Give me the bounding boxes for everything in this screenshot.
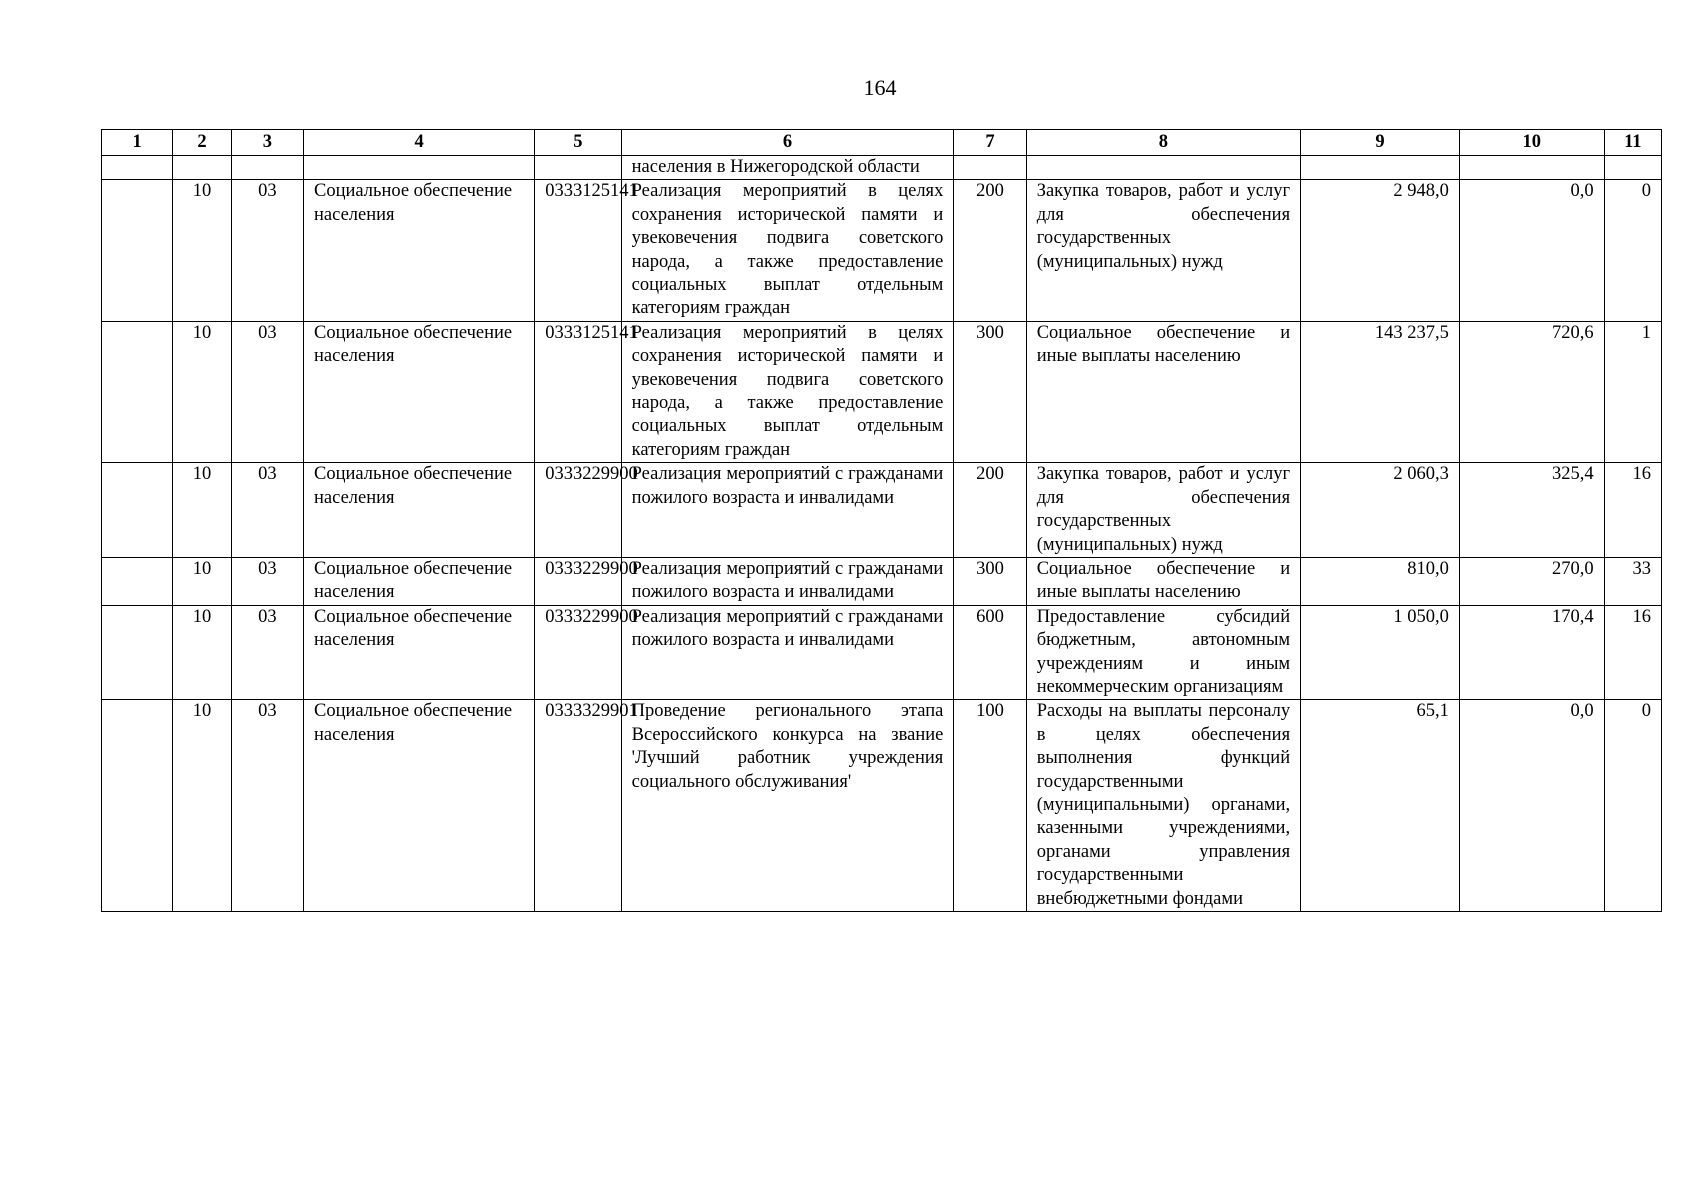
cell-amount-11: 33 bbox=[1604, 557, 1661, 605]
cell-expense-name: Расходы на выплаты персоналу в целях обеспечения выполнения функций государственными (муниципальными) органами, казенными учреждениями, органами управления государственными внебюджетными фондами bbox=[1026, 700, 1300, 912]
cell-target-code: 0333229900 bbox=[535, 605, 621, 700]
cell-expense-type: 300 bbox=[954, 557, 1026, 605]
column-header-3: 3 bbox=[231, 130, 303, 156]
cell-amount-10: 270,0 bbox=[1459, 557, 1604, 605]
cell-expense-type: 100 bbox=[954, 700, 1026, 912]
cell-amount-11: 16 bbox=[1604, 605, 1661, 700]
table-row bbox=[102, 605, 1662, 700]
cell-expense-name: Предоставление субсидий бюджетным, автономным учреждениям и иным некоммерческим организациям bbox=[1026, 605, 1300, 700]
cell-amount-10: 0,0 bbox=[1459, 180, 1604, 321]
cell-activity-name: Реализация мероприятий в целях сохранения исторической памяти и увековечения подвига советского народа, а также предоставление социальных выплат отдельным категориям граждан bbox=[621, 321, 954, 462]
cell-section: 10 bbox=[173, 605, 231, 700]
cell-c1 bbox=[102, 321, 173, 462]
cell-section: 10 bbox=[173, 557, 231, 605]
cell-c1 bbox=[102, 156, 173, 180]
cell-target-code: 0333229900 bbox=[535, 463, 621, 558]
table-body bbox=[102, 156, 1662, 912]
cell-section bbox=[173, 156, 231, 180]
cell-subsection: 03 bbox=[231, 557, 303, 605]
cell-subsection: 03 bbox=[231, 605, 303, 700]
cell-section-name: Социальное обеспечение населения bbox=[304, 700, 535, 912]
cell-target-code: 0333125141 bbox=[535, 180, 621, 321]
cell-section-name: Социальное обеспечение населения bbox=[304, 605, 535, 700]
cell-amount-9: 1 050,0 bbox=[1301, 605, 1460, 700]
header-row bbox=[102, 130, 1662, 156]
cell-target-code: 0333229900 bbox=[535, 557, 621, 605]
cell-amount-11: 0 bbox=[1604, 180, 1661, 321]
cell-activity-name: Реализация мероприятий с гражданами пожилого возраста и инвалидами bbox=[621, 463, 954, 558]
table-row bbox=[102, 321, 1662, 462]
cell-subsection: 03 bbox=[231, 463, 303, 558]
cell-subsection: 03 bbox=[231, 180, 303, 321]
cell-expense-type: 600 bbox=[954, 605, 1026, 700]
column-header-7: 7 bbox=[954, 130, 1026, 156]
cell-c1 bbox=[102, 700, 173, 912]
column-header-1: 1 bbox=[102, 130, 173, 156]
budget-table bbox=[101, 129, 1662, 912]
cell-activity-name: Проведение регионального этапа Всероссийского конкурса на звание 'Лучший работник учреждения социального обслуживания' bbox=[621, 700, 954, 912]
column-header-6: 6 bbox=[621, 130, 954, 156]
cell-amount-11: 1 bbox=[1604, 321, 1661, 462]
table-row bbox=[102, 463, 1662, 558]
cell-amount-9: 143 237,5 bbox=[1301, 321, 1460, 462]
cell-amount-11 bbox=[1604, 156, 1661, 180]
cell-expense-type: 200 bbox=[954, 463, 1026, 558]
cell-amount-9: 65,1 bbox=[1301, 700, 1460, 912]
column-header-4: 4 bbox=[304, 130, 535, 156]
cell-c1 bbox=[102, 180, 173, 321]
cell-expense-type bbox=[954, 156, 1026, 180]
column-header-10: 10 bbox=[1459, 130, 1604, 156]
cell-section-name: Социальное обеспечение населения bbox=[304, 463, 535, 558]
table-row bbox=[102, 700, 1662, 912]
cell-expense-name: Социальное обеспечение и иные выплаты населению bbox=[1026, 321, 1300, 462]
table-row bbox=[102, 156, 1662, 180]
cell-amount-9: 2 948,0 bbox=[1301, 180, 1460, 321]
cell-amount-10: 325,4 bbox=[1459, 463, 1604, 558]
cell-target-code: 0333329901 bbox=[535, 700, 621, 912]
cell-amount-9 bbox=[1301, 156, 1460, 180]
cell-section: 10 bbox=[173, 463, 231, 558]
cell-target-code bbox=[535, 156, 621, 180]
cell-amount-9: 810,0 bbox=[1301, 557, 1460, 605]
cell-target-code: 0333125141 bbox=[535, 321, 621, 462]
cell-activity-name: Реализация мероприятий с гражданами пожилого возраста и инвалидами bbox=[621, 605, 954, 700]
column-header-2: 2 bbox=[173, 130, 231, 156]
cell-amount-10: 720,6 bbox=[1459, 321, 1604, 462]
cell-activity-name: населения в Нижегородской области bbox=[621, 156, 954, 180]
cell-amount-9: 2 060,3 bbox=[1301, 463, 1460, 558]
cell-subsection: 03 bbox=[231, 700, 303, 912]
column-header-8: 8 bbox=[1026, 130, 1300, 156]
cell-expense-name: Закупка товаров, работ и услуг для обеспечения государственных (муниципальных) нужд bbox=[1026, 180, 1300, 321]
cell-expense-name bbox=[1026, 156, 1300, 180]
cell-c1 bbox=[102, 463, 173, 558]
cell-expense-type: 200 bbox=[954, 180, 1026, 321]
cell-amount-10: 0,0 bbox=[1459, 700, 1604, 912]
cell-section-name: Социальное обеспечение населения bbox=[304, 180, 535, 321]
cell-section-name: Социальное обеспечение населения bbox=[304, 321, 535, 462]
column-header-5: 5 bbox=[535, 130, 621, 156]
page-number: 164 bbox=[863, 75, 897, 100]
cell-section: 10 bbox=[173, 321, 231, 462]
cell-amount-11: 0 bbox=[1604, 700, 1661, 912]
cell-subsection: 03 bbox=[231, 321, 303, 462]
cell-section-name bbox=[304, 156, 535, 180]
table-header bbox=[102, 130, 1662, 156]
cell-c1 bbox=[102, 605, 173, 700]
cell-section: 10 bbox=[173, 180, 231, 321]
cell-expense-type: 300 bbox=[954, 321, 1026, 462]
cell-activity-name: Реализация мероприятий с гражданами пожилого возраста и инвалидами bbox=[621, 557, 954, 605]
cell-expense-name: Социальное обеспечение и иные выплаты населению bbox=[1026, 557, 1300, 605]
cell-section-name: Социальное обеспечение населения bbox=[304, 557, 535, 605]
table-row bbox=[102, 557, 1662, 605]
cell-expense-name: Закупка товаров, работ и услуг для обеспечения государственных (муниципальных) нужд bbox=[1026, 463, 1300, 558]
column-header-11: 11 bbox=[1604, 130, 1661, 156]
cell-subsection bbox=[231, 156, 303, 180]
cell-c1 bbox=[102, 557, 173, 605]
cell-activity-name: Реализация мероприятий в целях сохранения исторической памяти и увековечения подвига советского народа, а также предоставление социальных выплат отдельным категориям граждан bbox=[621, 180, 954, 321]
cell-amount-10 bbox=[1459, 156, 1604, 180]
column-header-9: 9 bbox=[1301, 130, 1460, 156]
cell-amount-10: 170,4 bbox=[1459, 605, 1604, 700]
cell-section: 10 bbox=[173, 700, 231, 912]
cell-amount-11: 16 bbox=[1604, 463, 1661, 558]
table-row bbox=[102, 180, 1662, 321]
